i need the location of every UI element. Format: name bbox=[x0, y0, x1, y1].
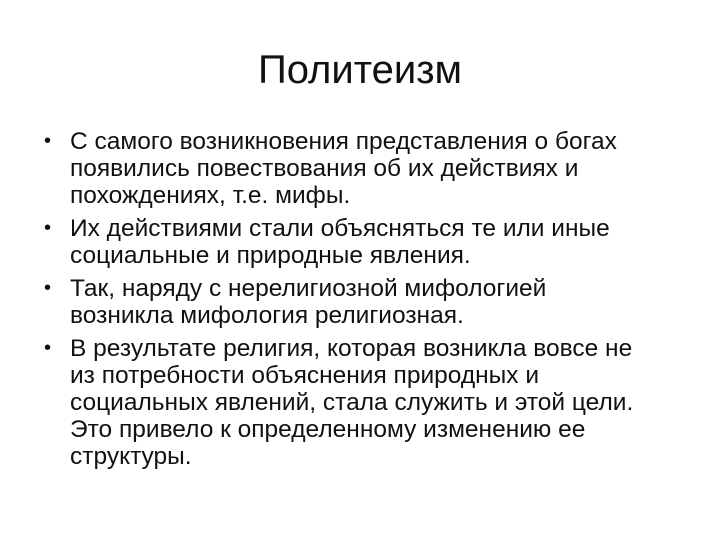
bullet-dot-icon: • bbox=[44, 217, 52, 239]
bullet-item bbox=[44, 215, 644, 269]
bullet-dot-icon: • bbox=[44, 337, 52, 359]
bullet-text: В результате религия, которая возникла вовсе не из потребности объяснения природных и социальных явлений, стала служить и этой цели. Это привело к определенному изменению ее структуры. bbox=[70, 335, 634, 470]
bullet-item bbox=[44, 335, 644, 470]
bullet-item bbox=[44, 275, 644, 329]
bullet-text: С самого возникновения представления о богах появились повествования об их действиях и похождениях, т.е. мифы. bbox=[70, 128, 617, 209]
bullet-text: Так, наряду с нерелигиозной мифологией возникла мифология религиозная. bbox=[70, 275, 547, 329]
slide-title: Политеизм bbox=[257, 48, 463, 92]
bullet-list bbox=[44, 128, 644, 476]
bullet-item bbox=[44, 128, 644, 209]
bullet-dot-icon: • bbox=[44, 277, 52, 299]
bullet-text: Их действиями стали объясняться те или иные социальные и природные явления. bbox=[70, 215, 610, 269]
bullet-dot-icon: • bbox=[44, 130, 52, 152]
